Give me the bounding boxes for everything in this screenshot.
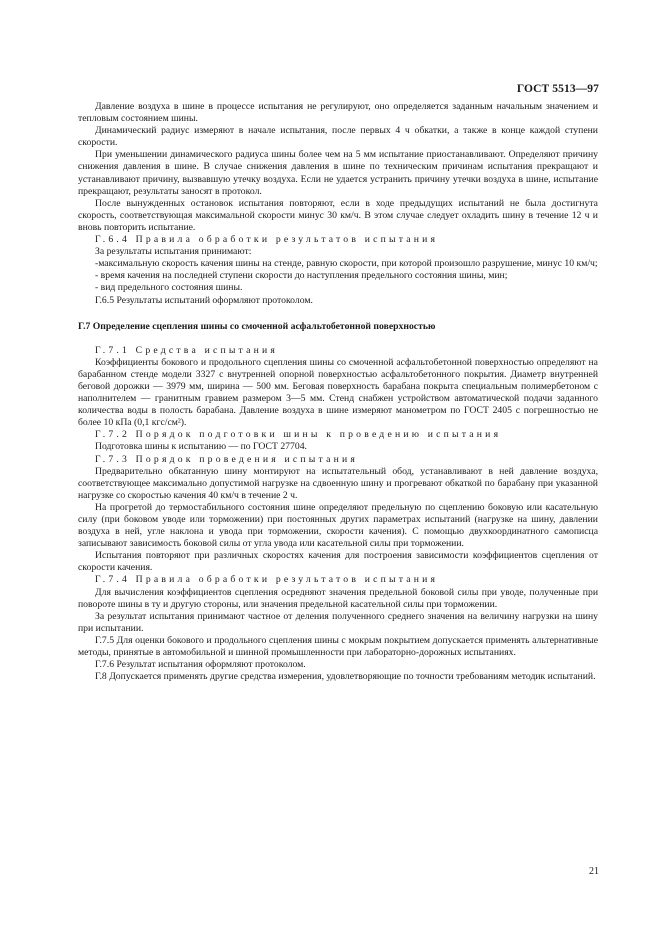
paragraph: Г.6.5 Результаты испытаний оформляют протоколом. [95, 294, 313, 306]
paragraph: За результат испытания принимают частное от деления полученного среднего значения на величину нагрузки на шину при испытании. [78, 610, 598, 634]
list-item: -максимальную скорость качения шины на стенде, равную скорости, при которой произошло разрушение, минус 10 км/ч; [95, 258, 598, 270]
page-number: 21 [589, 866, 599, 877]
subsection-heading: Г.6.4 Правила обработки результатов испытания [95, 234, 439, 246]
paragraph: Коэффициенты бокового и продольного сцепления шины со смоченной асфальтобетонной поверхностью определяют на барабанном стенде модели 3327 с внутренней опорной поверхностью асфальтобетонного покрытия. Диаметр внутренней беговой дорожки — 3979 мм, ширина — 500 мм. Беговая поверхность барабана покрыта специальным полимербетоном с наполнителем — гранитным гравием размером 3—5 мм. Стенд снабжен устройством автоматической подачи заданного количества воды в полость барабана. Давление воздуха в шине измеряют манометром по ГОСТ 2405 с погрешностью не более 10 кПа (0,1 кгс/см²). [78, 356, 598, 429]
paragraph: На прогретой до термостабильного состояния шине определяют предельную по сцеплению боковую или касательную силу (при боковом уводе или торможении) при постоянных других параметрах испытаний (нагрузке на шину, давлении воздуха в ней, угле наклона и увода при торможении, скорости качения). С помощью двухкоординатного самописца записывают зависимость боковой силы от угла увода или касательной силы при торможении. [78, 501, 598, 550]
paragraph: Г.7.6 Результат испытания оформляют протоколом. [95, 659, 306, 671]
paragraph: Для вычисления коэффициентов сцепления осредняют значения предельной боковой силы при уводе, полученные при повороте шины в ту и другую стороны, или значения предельной касательной силы при торможении. [78, 586, 598, 610]
paragraph: Предварительно обкатанную шину монтируют на испытательный обод, устанавливают в ней давление воздуха, соответствующее максимально допустимой нагрузке на сдвоенную шину и прогревают обкаткой по барабану при указанной нагрузке со скоростью качения 40 км/ч в течение 2 ч. [78, 465, 598, 501]
paragraph: Давление воздуха в шине в процессе испытания не регулируют, оно определяется заданным начальным значением и тепловым состоянием шины. [78, 101, 598, 125]
subsection-heading: Г.7.4 Правила обработки результатов испытания [95, 574, 439, 586]
list-item: - вид предельного состояния шины. [95, 282, 243, 294]
subsection-heading: Г.7.2 Порядок подготовки шины к проведению испытания [95, 429, 502, 441]
paragraph: Подготовка шины к испытанию — по ГОСТ 27704. [95, 441, 307, 453]
paragraph: После вынужденных остановок испытания повторяют, если в ходе предыдущих испытаний не была достигнута скорость, соответствующая максимальной скорости минус 30 км/ч. В этом случае следует охладить шину в течение 12 ч и вновь повторить испытание. [78, 197, 598, 233]
paragraph: Г.7.5 Для оценки бокового и продольного сцепления шины с мокрым покрытием допускается применять альтернативные методы, принятые в автомобильной и шинной промышленности при лабораторно-дорожных испытаниях. [78, 634, 598, 659]
paragraph: Динамический радиус измеряют в начале испытания, после первых 4 ч обкатки, а также в конце каждой ступени скорости. [78, 125, 598, 149]
paragraph: Г.8 Допускается применять другие средства измерения, удовлетворяющие по точности требованиям методик испытаний. [95, 671, 596, 683]
section-title: Г.7 Определение сцепления шины со смоченной асфальтобетонной поверхностью [78, 320, 436, 332]
subsection-heading: Г.7.3 Порядок проведения испытания [95, 453, 358, 465]
list-item: - время качения на последней ступени скорости до наступления предельного состояния шины, мин; [95, 270, 508, 282]
subsection-heading: Г.7.1 Средства испытания [95, 344, 279, 356]
paragraph: За результаты испытания принимают: [95, 246, 252, 258]
document-code: ГОСТ 5513—97 [516, 83, 599, 95]
paragraph: Испытания повторяют при различных скоростях качения для построения зависимости коэффициентов сцепления от скорости качения. [78, 550, 598, 574]
paragraph: При уменьшении динамического радиуса шины более чем на 5 мм испытание приостанавливают. Определяют причину снижения давления в шине. В случае снижения давления в шине по техническим причинам испытания прекращают и устанавливают причину, вызвавшую утечку воздуха. Если не удается устранить причину утечки воздуха в шине, испытание прекращают, результаты заносят в протокол. [78, 149, 598, 197]
document-body [78, 101, 598, 683]
